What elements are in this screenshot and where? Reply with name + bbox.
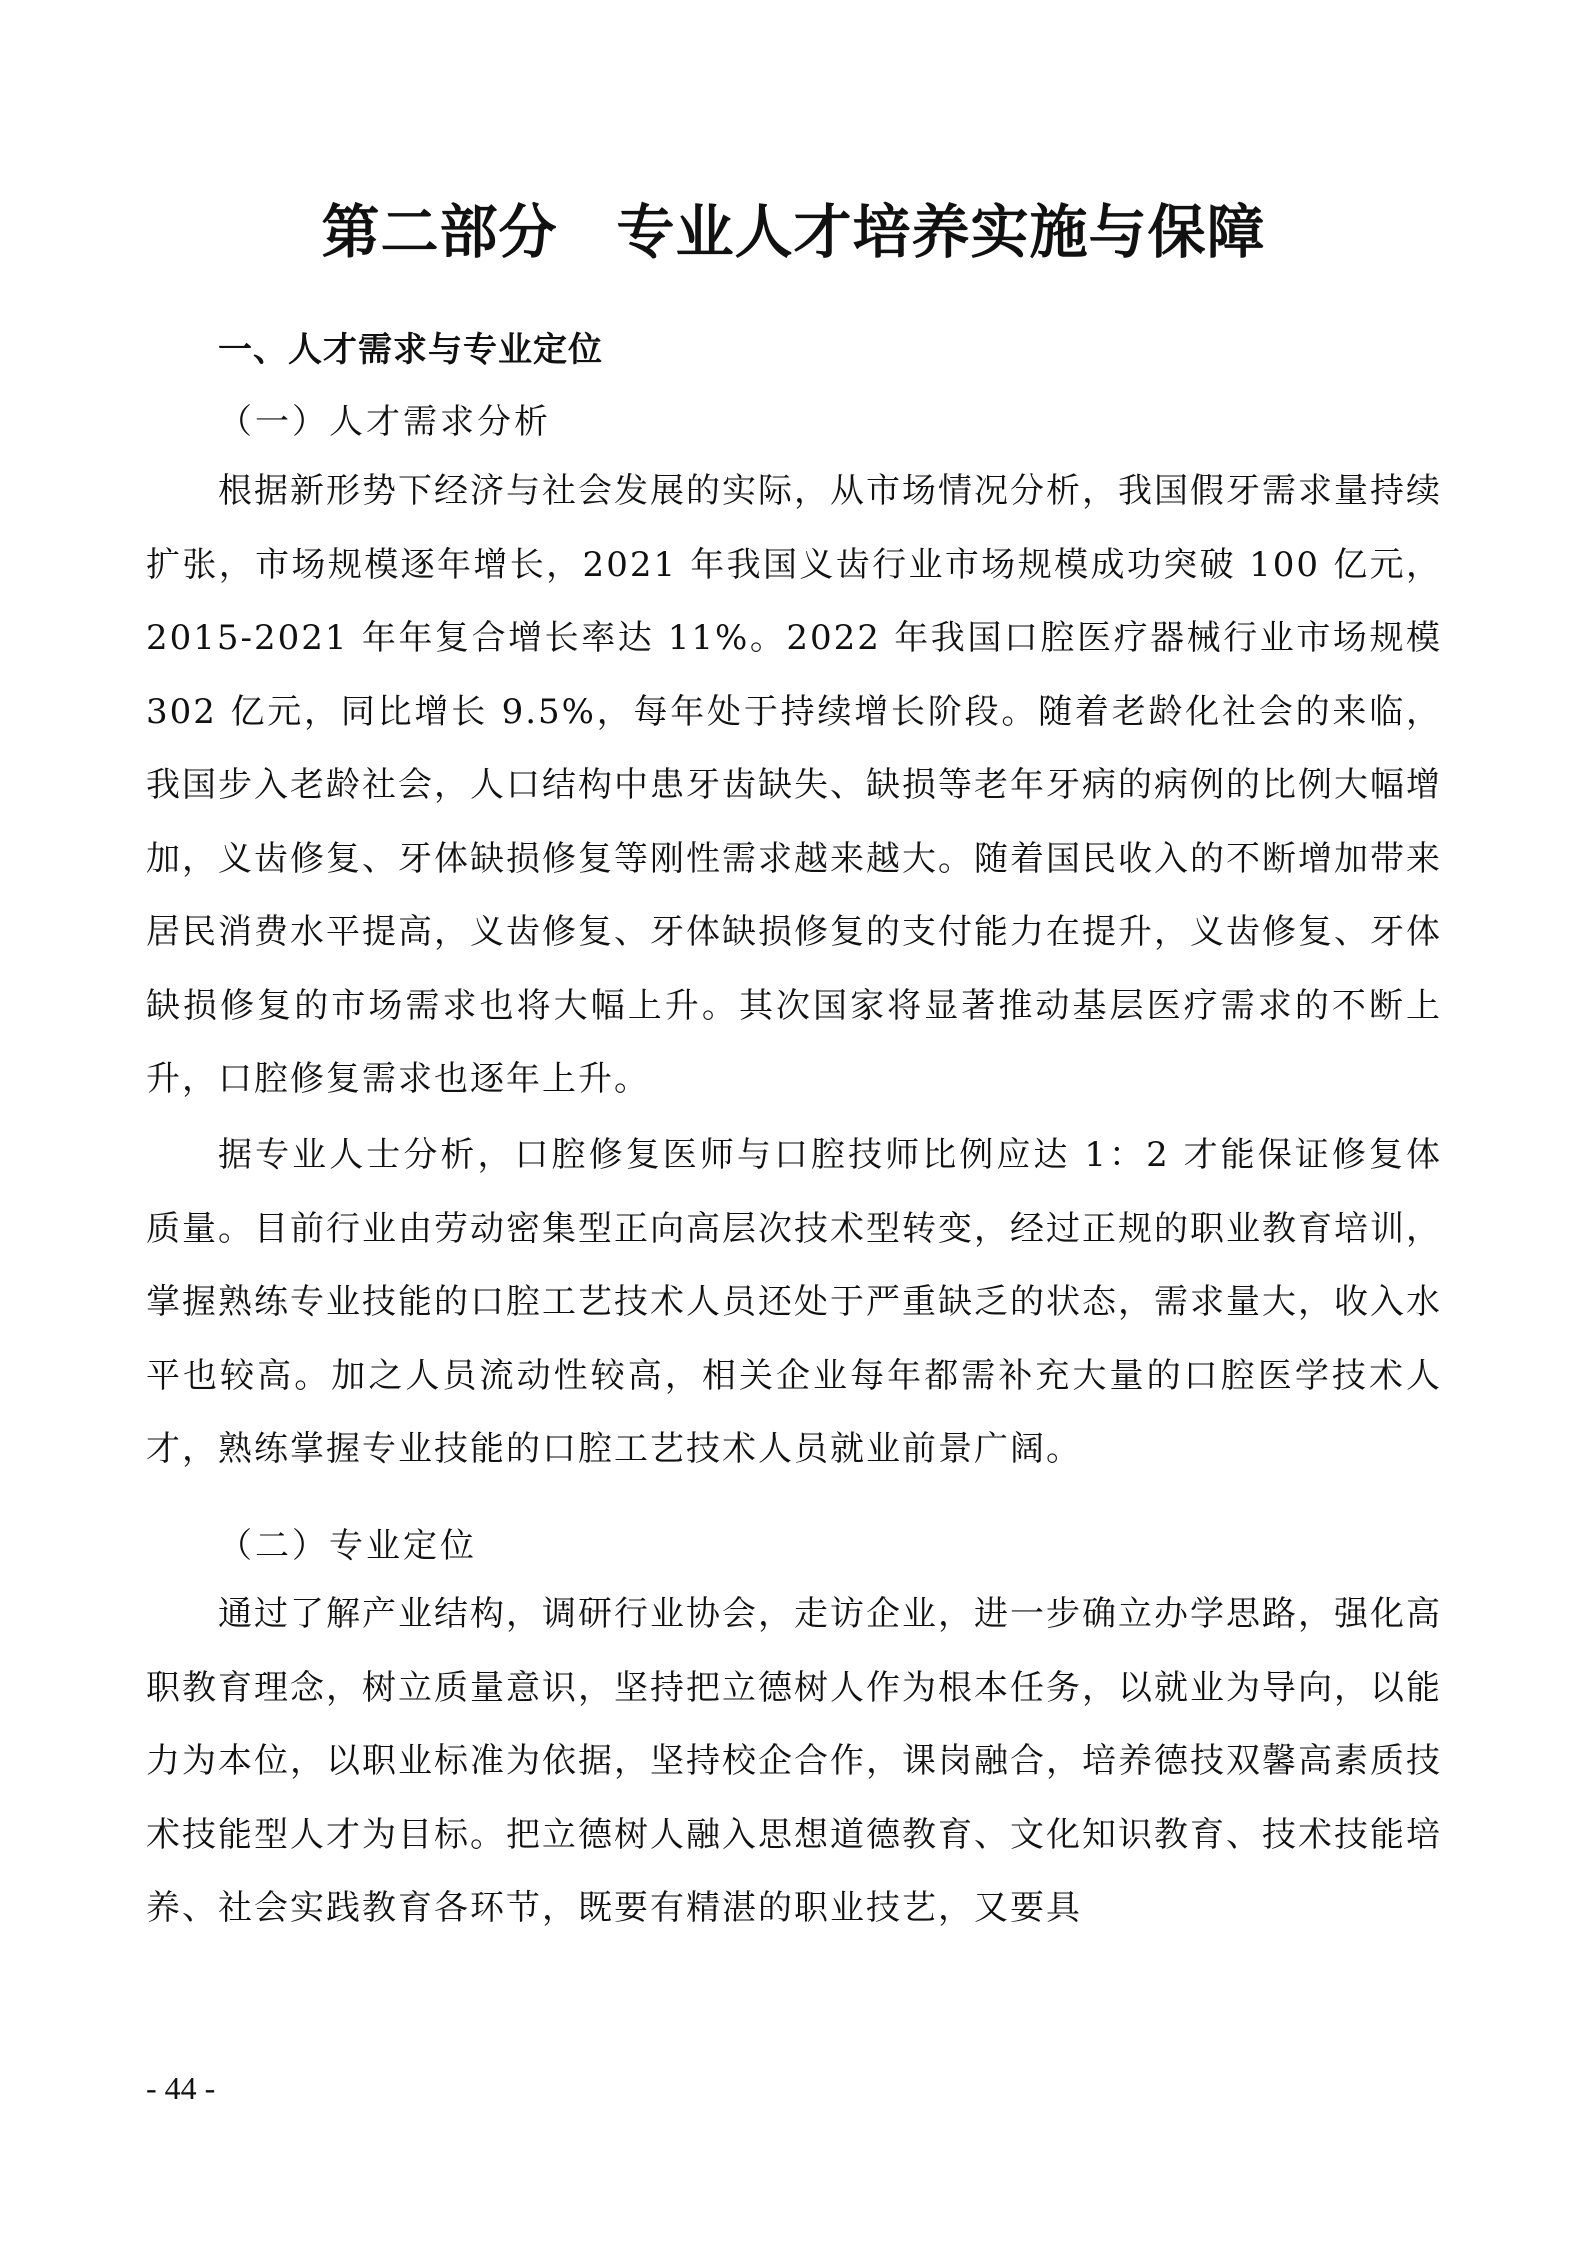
paragraph-positioning-1: 通过了解产业结构，调研行业协会，走访企业，进一步确立办学思路，强化高职教育理念，树立质量意识，坚持把立德树人作为根本任务，以就业为导向，以能力为本位，以职业标准为依据，坚持校企合作，课岗融合，培养德技双馨高素质技术技能型人才为目标。把立德树人融入思想道德教育、文化知识教育、技术技能培养、社会实践教育各环节，既要有精湛的职业技艺，又要具: [146, 1594, 1442, 1928]
page-title: 第二部分 专业人才培养实施与保障: [321, 198, 1266, 266]
page-number: - 44 -: [146, 2070, 216, 2106]
subsection-heading-positioning: （二）专业定位: [218, 1526, 477, 1566]
subsection-heading-demand-analysis: （一）人才需求分析: [218, 402, 551, 442]
paragraph-demand-analysis-2: 据专业人士分析，口腔修复医师与口腔技师比例应达 1：2 才能保证修复体质量。目前行业由劳动密集型正向高层次技术型转变，经过正规的职业教育培训，掌握熟练专业技能的口腔工艺技术人员还处于严重缺乏的状态，需求量大，收入水平也较高。加之人员流动性较高，相关企业每年都需补充大量的口腔医学技术人才，熟练掌握专业技能的口腔工艺技术人员就业前景广阔。: [146, 1135, 1442, 1469]
paragraph-demand-analysis-1: 根据新形势下经济与社会发展的实际，从市场情况分析，我国假牙需求量持续扩张，市场规模逐年增长，2021 年我国义齿行业市场规模成功突破 100 亿元，2015-2021 年年复合增长率达 11%。2022 年我国口腔医疗器械行业市场规模 302 亿元，同比增长 9.5%，每年处于持续增长阶段。随着老龄化社会的来临，我国步入老龄社会，人口结构中患牙齿缺失、缺损等老年牙病的病例的比例大幅增加，义齿修复、牙体缺损修复等刚性需求越来越大。随着国民收入的不断增加带来居民消费水平提高，义齿修复、牙体缺损修复的支付能力在提升，义齿修复、牙体缺损修复的市场需求也将大幅上升。其次国家将显著推动基层医疗需求的不断上升，口腔修复需求也逐年上升。: [146, 471, 1442, 1099]
section-heading: 一、人才需求与专业定位: [218, 330, 603, 370]
